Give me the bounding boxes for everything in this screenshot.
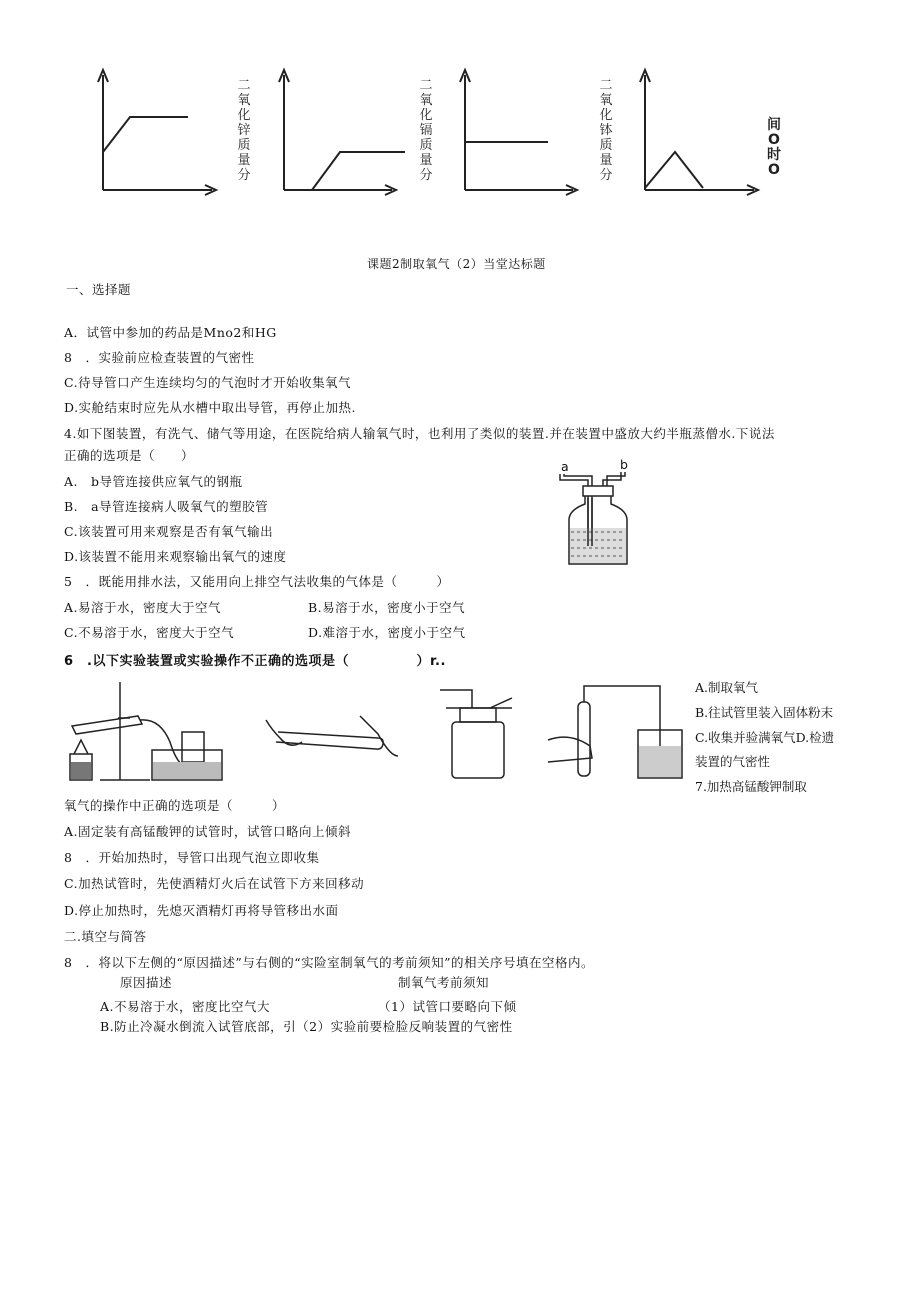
vertical-label-char: 化 bbox=[599, 108, 613, 123]
vertical-label-char: 量 bbox=[419, 153, 433, 168]
q5-option-d: D.难溶于水，密度小于空气 bbox=[308, 625, 466, 640]
vertical-label-char: 镉 bbox=[419, 123, 433, 138]
q4-stem-2: 正确的选项是（ ） bbox=[64, 448, 195, 463]
vertical-label-char: 分 bbox=[237, 168, 251, 183]
q6-option-a: A.制取氧气 bbox=[695, 680, 759, 695]
graph-2-y-label bbox=[418, 78, 434, 183]
q-option-c: C.待导管口产生连续均匀的气泡时才开始收集氧气 bbox=[64, 375, 352, 390]
page-title: 课题2制取氧气（2）当堂达标题 bbox=[367, 257, 546, 271]
vertical-label-char: 钵 bbox=[599, 123, 613, 138]
q7-option-d: D.停止加热时，先熄灭酒精灯再将导管移出水面 bbox=[64, 903, 339, 918]
bottle-label-b: b bbox=[620, 457, 629, 472]
q4-option-b: B. a导管连接病人吸氧气的塑胶管 bbox=[64, 499, 269, 514]
q4-option-a: A. b导管连接供应氧气的钢瓶 bbox=[64, 474, 243, 489]
section-1-heading: 一、选择题 bbox=[66, 282, 132, 297]
vertical-label-char: 质 bbox=[419, 138, 433, 153]
q7-stem: 氧气的操作中正确的选项是（ ） bbox=[64, 798, 286, 813]
vertical-label-char: 质 bbox=[599, 138, 613, 153]
q5-option-c: C.不易溶于水，密度大于空气 bbox=[64, 625, 235, 640]
vertical-label-char: O bbox=[768, 132, 780, 148]
vertical-label-char: 化 bbox=[237, 108, 251, 123]
q-option-a: A．试管中参加的药品是Mno2和HG bbox=[64, 325, 277, 340]
q7-option-c: C.加热试管时，先使酒精灯火后在试管下方来回移动 bbox=[64, 876, 365, 891]
gas-bottle-figure bbox=[555, 458, 645, 573]
bottle-label-a: a bbox=[561, 459, 570, 474]
q6-apparatus-figures bbox=[60, 672, 700, 792]
vertical-label-char: 量 bbox=[237, 153, 251, 168]
q4-option-c: C.该装置可用来观察是否有氧气输出 bbox=[64, 524, 274, 539]
graph-3-y-label bbox=[598, 78, 614, 183]
q-option-b: 8 ．实验前应检查装置的气密性 bbox=[64, 350, 255, 365]
q8-header-right: 制氧气考前须知 bbox=[398, 975, 490, 990]
vertical-label-char: 分 bbox=[599, 168, 613, 183]
q6-option-c-cont: 装置的气密性 bbox=[695, 754, 771, 769]
vertical-label-char: 时 bbox=[767, 147, 781, 163]
q-option-d: D.实舱结束时应先从水槽中取出导管，再停止加热. bbox=[64, 400, 357, 415]
q5-option-a: A.易溶于水，密度大于空气 bbox=[64, 600, 222, 615]
q7-stem-start: 7.加热高锰酸钾制取 bbox=[695, 779, 807, 794]
q7-option-b: 8 ．开始加热时，导管口出现气泡立即收集 bbox=[64, 850, 320, 865]
section-2-heading: 二.填空与简答 bbox=[64, 929, 147, 944]
vertical-label-char: 分 bbox=[419, 168, 433, 183]
q5-option-b: B.易溶于水，密度小于空气 bbox=[308, 600, 466, 615]
q8-header-left: 原因描述 bbox=[120, 975, 173, 990]
q4-option-d: D.该装置不能用来观察输出氧气的速度 bbox=[64, 549, 287, 564]
vertical-label-char: 氧 bbox=[599, 93, 613, 108]
q8-stem: 8 ．将以下左侧的“原因描述”与右侧的“实险室制氧气的考前须知”的相关序号填在空格内。 bbox=[64, 955, 595, 970]
graph-1-y-label bbox=[236, 78, 252, 183]
vertical-label-char: 氧 bbox=[237, 93, 251, 108]
q8-row-a-left: A.不易溶于水，密度比空气大 bbox=[100, 999, 271, 1014]
vertical-label-char: 氧 bbox=[419, 93, 433, 108]
vertical-label-char: 化 bbox=[419, 108, 433, 123]
vertical-label-char: O bbox=[768, 162, 780, 178]
q4-stem-1: 4.如下图装置，有洗气、储气等用途，在医院给病人输氧气时，也利用了类似的装置.并在装置中盛放大约半瓶蒸僧水.下说法 bbox=[64, 426, 775, 441]
q5-stem: 5 ．既能用排水法，又能用向上排空气法收集的气体是（ ） bbox=[64, 574, 450, 589]
vertical-label-char: 二 bbox=[237, 78, 251, 93]
q7-option-a: A.固定装有高锰酸钾的试管时，试管口略向上倾斜 bbox=[64, 824, 352, 839]
q6-option-c: C.收集并验满氧气D.检遗 bbox=[695, 730, 835, 745]
graph-time-label bbox=[766, 118, 782, 178]
vertical-label-char: 锌 bbox=[237, 123, 251, 138]
vertical-label-char: 二 bbox=[599, 78, 613, 93]
vertical-label-char: 质 bbox=[237, 138, 251, 153]
q8-row-a-right: （1）试管口要略向下倾 bbox=[378, 999, 517, 1014]
vertical-label-char: 二 bbox=[419, 78, 433, 93]
q6-stem: 6 .以下实验装置或实验操作不正确的选项是（ ）r.. bbox=[64, 654, 446, 669]
vertical-label-char: 间 bbox=[767, 117, 781, 133]
q8-row-b: B.防止冷凝水倒流入试管底部，引（2）实验前要检脸反响装置的气密性 bbox=[100, 1019, 513, 1034]
vertical-label-char: 量 bbox=[599, 153, 613, 168]
q6-option-b: B.往试管里装入固体粉末 bbox=[695, 705, 834, 720]
graph-1 bbox=[0, 0, 920, 210]
